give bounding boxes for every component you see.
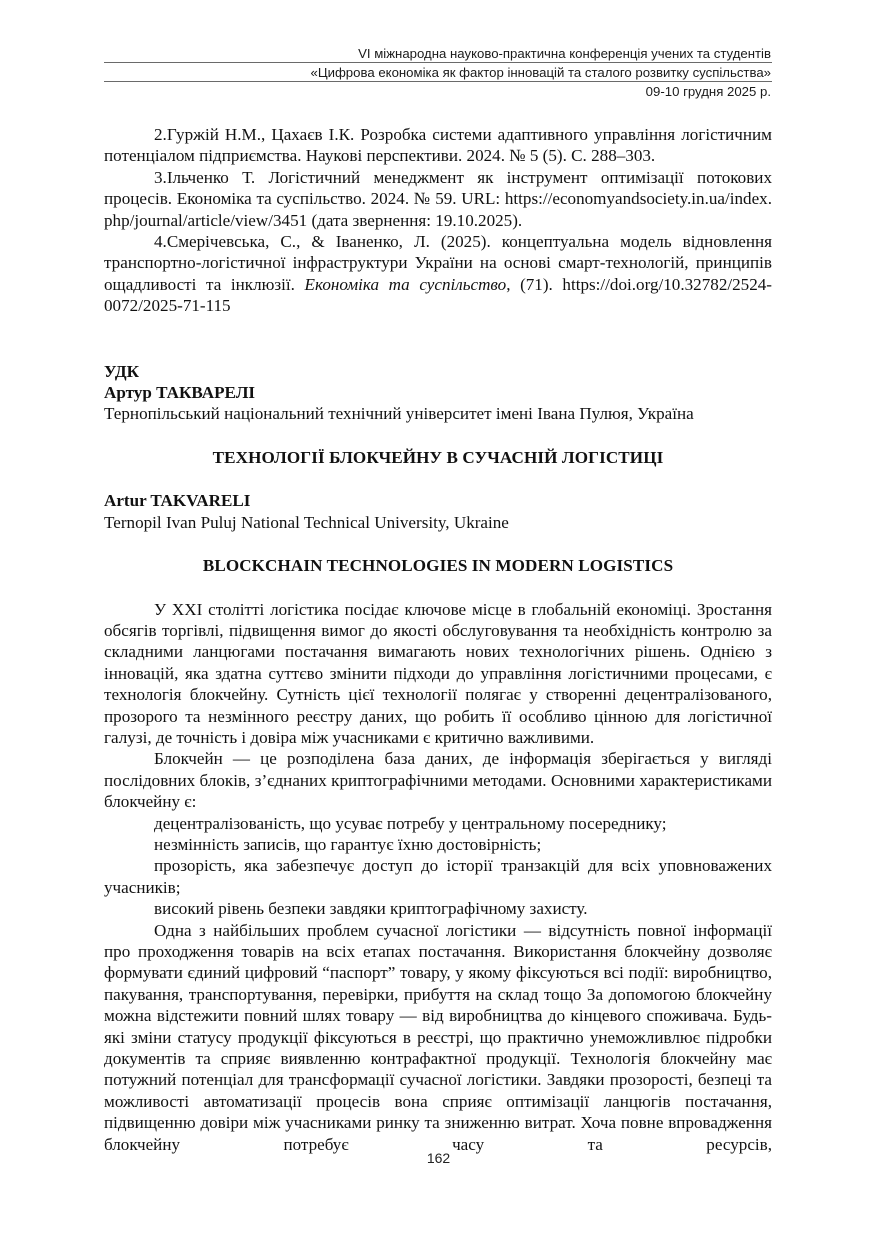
reference-text: 4.Смерічевська, С., & Іваненко, Л. (2025). концептуальна модель відновлення транспортно-логістичної інфраструктури України на основі смарт-технологій, принципів ощадливості та інклюзії. [104,232,772,294]
page-body [104,124,772,1155]
running-header [104,44,772,101]
reference-list [104,124,772,317]
paragraph: У XXI столітті логістика посідає ключове місце в глобальній економіці. Зростання обсягів торгівлі, підвищення вимог до якості обслуговування та необхідність контролю за складними ланцюгами постачання вимагають нових технологічних рішень. Однією з інновацій, яка здатна суттєво змінити підходи до управління логістичними процесами, є технологія блокчейну. Сутність цієї технології полягає у створенні децентралізованого, прозорого та незмінного реєстру даних, що робить її особливо цінною для логістичної галузі, де точність і довіра між учасниками є критично важливими. [104,599,772,747]
reference-item: 2.Гуржій Н.М., Цахаєв І.К. Розробка системи адаптивного управління логістичним потенціалом підприємства. Наукові перспективи. 2024. № 5 (5). С. 288–303. [104,125,772,166]
article-body [104,599,772,1156]
affiliation-en: Ternopil Ivan Puluj National Technical University, Ukraine [104,512,509,532]
paragraph: Одна з найбільших проблем сучасної логістики — відсутність повної інформації про проходження товарів на всіх етапах постачання. Використання блокчейну дозволяє формувати єдиний цифровий “паспорт” товару, у якому фіксуються всі події: виробництво, пакування, транспортування, перевірки, прибуття на склад тощо За допомогою блокчейну можна відстежити повний шлях товару — від виробництва до кінцевого споживача. Будь-які зміни статусу продукції фіксуються в реєстрі, що практично унеможливлює підробки документів та сприяє виявленню контрафактної продукції. Технологія блокчейну має потужний потенціал для трансформації сучасної логістики. Завдяки прозорості, безпеці та можливості автоматизації процесів вона сприяє оптимізації ланцюгів постачання, підвищенню довіри між учасниками ринку та зниженню витрат. Хоча повне впровадження блокчейну потребує часу та ресурсів, [104,920,772,1154]
conference-theme: «Цифрова економіка як фактор інновацій та сталого розвитку суспільства» [104,63,772,82]
reference-item [104,231,772,317]
reference-text: , (71). https://doi.org/10.32782/2524-0072/2025-71-115 [104,274,772,316]
list-item: прозорість, яка забезпечує доступ до історії транзакцій для всіх уповноважених учасників; [104,856,772,897]
conference-date: 09-10 грудня 2025 р. [645,84,771,99]
article-title-ua: ТЕХНОЛОГІЇ БЛОКЧЕЙНУ В СУЧАСНІЙ ЛОГІСТИЦІ [212,447,664,467]
conference-title: VI міжнародна науково-практична конференція учених та студентів [104,44,772,63]
list-item: високий рівень безпеки завдяки криптографічному захисту. [154,899,588,919]
article-title-en: BLOCKCHAIN TECHNOLOGIES IN MODERN LOGISTICS [202,556,674,576]
affiliation-ua: Тернопільський національний технічний університет імені Івана Пулюя, Україна [104,404,694,424]
author-name-en: Artur TAKVARELI [104,491,251,511]
author-name-ua: Артур ТАКВАРЕЛІ [104,383,256,403]
list-item: незмінність записів, що гарантує їхню достовірність; [154,834,542,854]
journal-name: Економіка та суспільство [304,274,507,294]
list-item: децентралізованість, що усуває потребу у центральному посереднику; [154,813,667,833]
article-header-ua [104,361,772,469]
article-header-en [104,490,772,576]
reference-item: 3.Ільченко Т. Логістичний менеджмент як інструмент оптимізації потокових процесів. Економіка та суспільство. 2024. № 59. URL: https://economyandsociety.in.ua/index. php/journal/article/view/3451 (дата звернення: 19.10.2025). [104,167,772,230]
udc-label: УДК [104,361,139,381]
paragraph: Блокчейн — це розподілена база даних, де інформація зберігається у вигляді послідовних блоків, з’єднаних криптографічними методами. Основними характеристиками блокчейну є: [104,749,772,812]
page-number: 162 [426,1150,451,1166]
characteristics-list [104,813,772,920]
